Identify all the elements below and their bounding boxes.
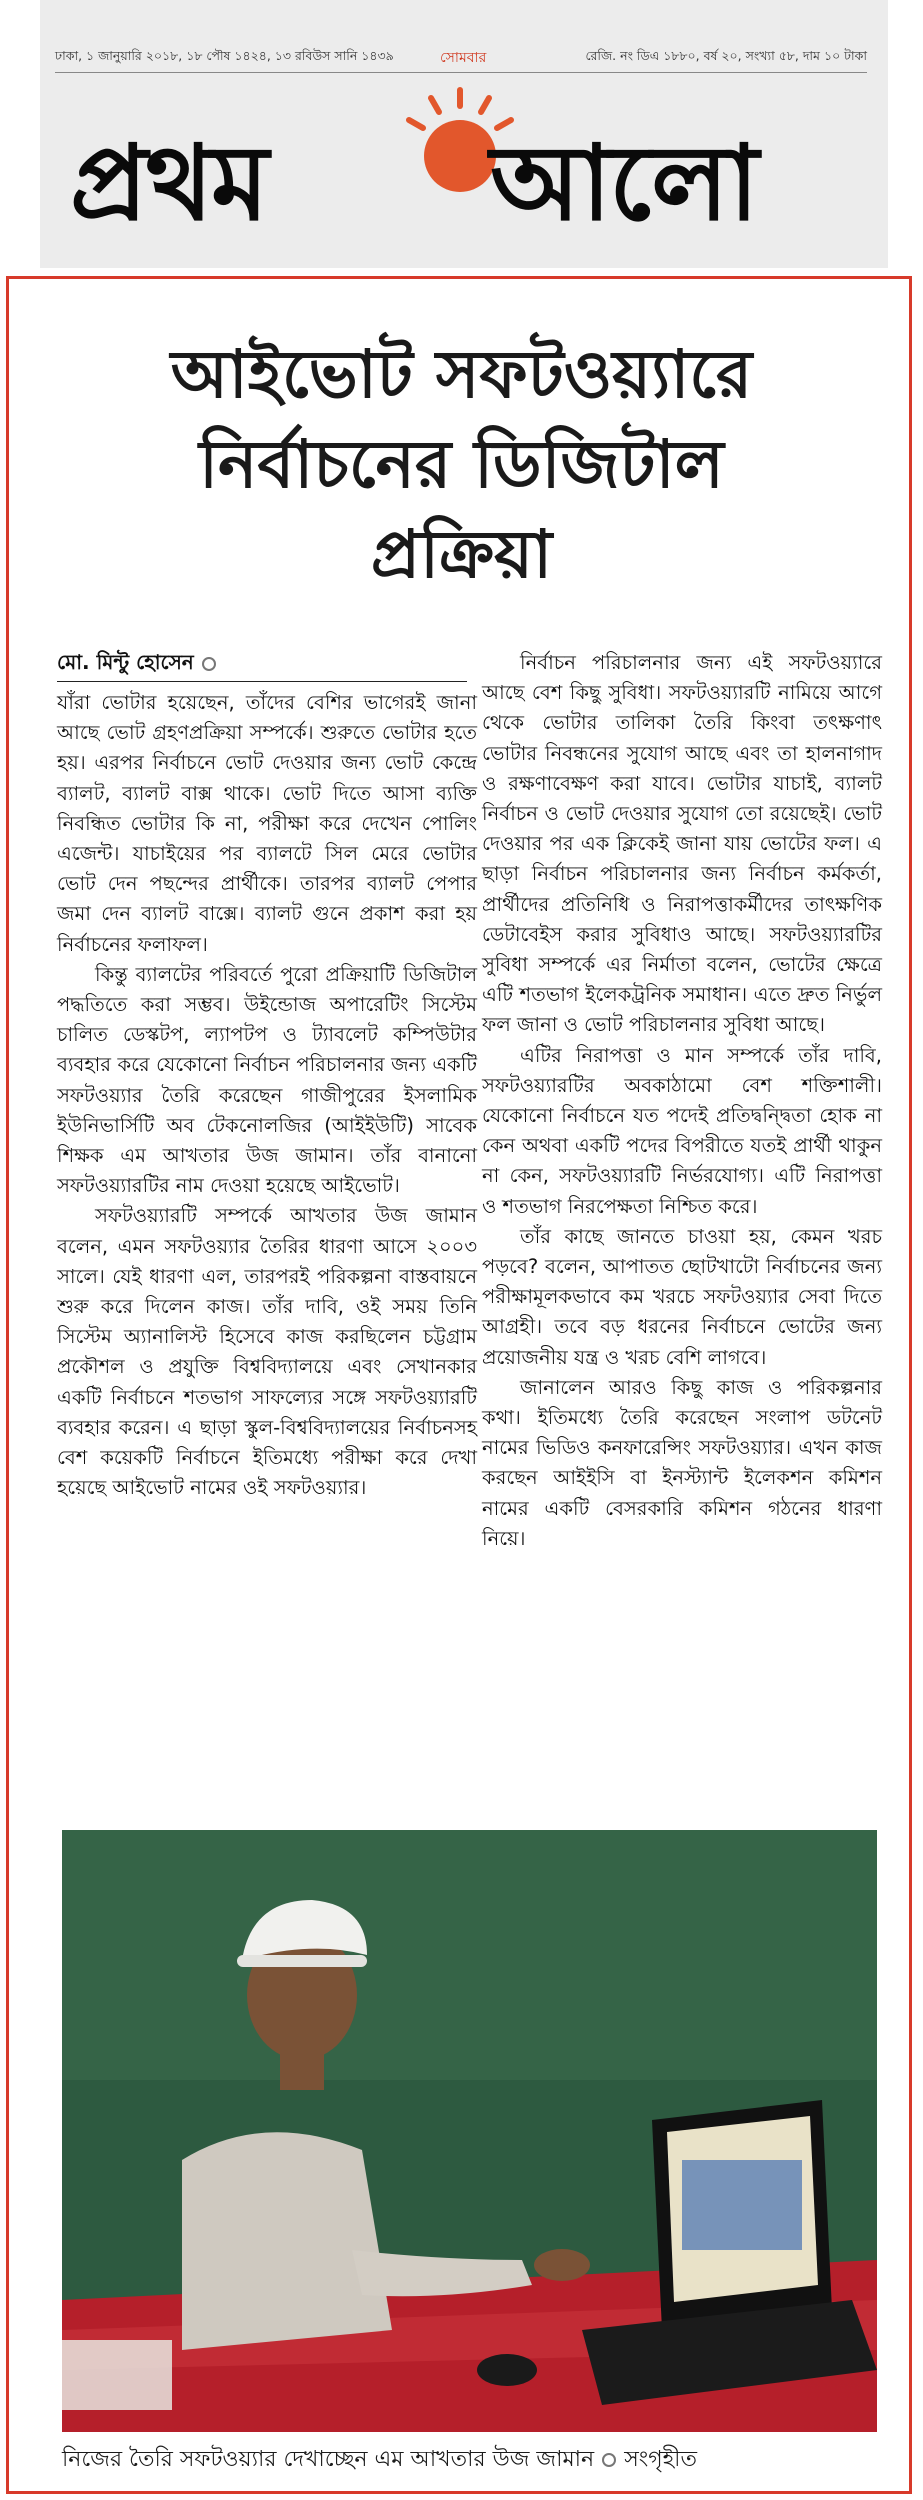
headline-line-2: নির্বাচনের ডিজিটাল [199, 426, 724, 503]
caption-text: নিজের তৈরি সফটওয়্যার দেখাচ্ছেন এম আখতার উজ জামান [62, 2447, 595, 2472]
headline-line-3: প্রক্রিয়া [370, 516, 553, 593]
paragraph: সফটওয়্যারটি সম্পর্কে আখতার উজ জামান বলেন, এমন সফটওয়্যার তৈরির ধারণা আসে ২০০৩ সালে। যেই ধারণা এল, তারপরই পরিকল্পনা বাস্তবায়নে শুরু করে দিলেন কাজ। তাঁর দাবি, ওই সময় তিনি সিস্টেম অ্যানালিস্ট হিসেবে কাজ করছিলেন চট্টগ্রাম প্রকৌশল ও প্রযুক্তি বিশ্ববিদ্যালয়ে এবং সেখানকার একটি নির্বাচনে শতভাগ সাফল্যের সঙ্গে সফটওয়্যারটি ব্যবহার করেন। এ ছাড়া স্কুল-বিশ্ববিদ্যালয়ের নির্বাচনসহ বেশ কয়েকটি নির্বাচনে ইতিমধ্যে পরীক্ষা করে দেখা হয়েছে আইভোট নামের ওই সফটওয়্যার। [57, 1204, 477, 1500]
byline [57, 648, 457, 681]
paragraph: এটির নিরাপত্তা ও মান সম্পর্কে তাঁর দাবি, সফটওয়্যারটির অবকাঠামো বেশ শক্তিশালী। যেকোনো নির্বাচনে যত পদেই প্রতিদ্বন্দ্বিতা হোক না কেন অথবা একটি পদের বিপরীতে যতই প্রার্থী থাকুন না কেন, সফটওয়্যারটি নির্ভরযোগ্য। এটি নিরাপত্তা ও শতভাগ নিরপেক্ষতা নিশ্চিত করে। [482, 1043, 882, 1218]
dateline-rule [55, 72, 867, 73]
dateline [55, 48, 867, 72]
article-column-2 [482, 648, 882, 1554]
dateline-day: সোমবার [440, 50, 487, 66]
dateline-registration: রেজি. নং ডিএ ১৮৮০, বর্ষ ২০, সংখ্যা ৫৮, দাম ১০ টাকা [585, 48, 867, 63]
dateline-date: ঢাকা, ১ জানুয়ারি ২০১৮, ১৮ পৌষ ১৪২৪, ১৩ রবিউস সানি ১৪৩৯ [55, 48, 394, 63]
photo-caption [62, 2442, 882, 2479]
paragraph: যাঁরা ভোটার হয়েছেন, তাঁদের বেশির ভাগেরই জানা আছে ভোট গ্রহণপ্রক্রিয়া সম্পর্কে। শুরুতে ভোটার হতে হয়। এরপর নির্বাচনে ভোট দেওয়ার জন্য ভোট কেন্দ্রে ব্যালট, ব্যালট বাক্স থাকে। ভোট দিতে আসা ব্যক্তি নিবন্ধিত ভোটার কি না, পরীক্ষা করে দেখেন পোলিং এজেন্ট। যাচাইয়ের পর ব্যালটে সিল মেরে ভোটার ভোট দেন পছন্দের প্রার্থীকে। তারপর ব্যালট পেপার জমা দেন ব্যালট বাক্সে। ব্যালট গুনে প্রকাশ করা হয় নির্বাচনের ফলাফল। [57, 691, 477, 956]
newspaper-logo[interactable] [70, 118, 870, 248]
article-column-1 [57, 688, 477, 1503]
logo-word-1: প্রথম [70, 122, 267, 244]
bullet-icon [602, 2453, 616, 2467]
photo-credit: সংগৃহীত [624, 2447, 697, 2472]
paragraph: জানালেন আরও কিছু কাজ ও পরিকল্পনার কথা। ইতিমধ্যে তৈরি করেছেন সংলাপ ডটনেট নামের ভিডিও কনফারেন্সিং সফটওয়্যার। এখন কাজ করছেন আইইসি বা ইনস্ট্যান্ট ইলেকশন কমিশন নামের একটি বেসরকারি কমিশন গঠনের ধারণা নিয়ে। [482, 1375, 882, 1550]
bullet-icon [202, 657, 216, 671]
headline [40, 330, 883, 600]
logo-word-2: আলো [490, 122, 757, 244]
byline-author: মো. মিন্টু হোসেন [57, 650, 194, 674]
paragraph: নির্বাচন পরিচালনার জন্য এই সফটওয়্যারে আছে বেশ কিছু সুবিধা। সফটওয়্যারটি নামিয়ে আগে থেকে ভোটার তালিকা তৈরি কিংবা তৎক্ষণাৎ ভোটার নিবন্ধনের সুযোগ আছে এবং তা হালনাগাদ ও রক্ষণাবেক্ষণ করা যাবে। ভোটার যাচাই, ব্যালট নির্বাচন ও ভোট দেওয়ার সুযোগ তো রয়েছেই। ভোট দেওয়ার পর এক ক্লিকেই জানা যায় ভোটের ফল। এ ছাড়া নির্বাচন পরিচালনার জন্য নির্বাচন কর্মকর্তা, প্রার্থীদের প্রতিনিধি ও নিরাপত্তাকর্মীদের তাৎক্ষণিক ডেটাবেইস করার সুবিধাও আছে। সফটওয়্যারটির সুবিধা সম্পর্কে এর নির্মাতা বলেন, ভোটের ক্ষেত্রে এটি শতভাগ ইলেকট্রনিক সমাধান। এতে দ্রুত নির্ভুল ফল জানা ও ভোট পরিচালনার সুবিধা আছে। [482, 651, 882, 1037]
headline-line-1: আইভোট সফটওয়্যারে [170, 336, 753, 413]
paragraph: তাঁর কাছে জানতে চাওয়া হয়, কেমন খরচ পড়বে? বলেন, আপাতত ছোটখাটো নির্বাচনের জন্য পরীক্ষামূলকভাবে কম খরচে সফটওয়্যার সেবা দিতে আগ্রহী। তবে বড় ধরনের নির্বাচনে ভোটের জন্য প্রয়োজনীয় যন্ত্র ও খরচ বেশি লাগবে। [482, 1224, 882, 1369]
article-photo [62, 1830, 877, 2432]
paragraph: কিন্তু ব্যালটের পরিবর্তে পুরো প্রক্রিয়াটি ডিজিটাল পদ্ধতিতে করা সম্ভব। উইন্ডোজ অপারেটিং সিস্টেম চালিত ডেস্কটপ, ল্যাপটপ ও ট্যাবলেট কম্পিউটার ব্যবহার করে যেকোনো নির্বাচন পরিচালনার জন্য একটি সফটওয়্যার তৈরি করেছেন গাজীপুরের ইসলামিক ইউনিভার্সিটি অব টেকনোলজির (আইইউটি) সাবেক শিক্ষক এম আখতার উজ জামান। তাঁর বানানো সফটওয়্যারটির নাম দেওয়া হয়েছে আইভোট। [57, 962, 477, 1198]
byline-rule [57, 681, 467, 682]
